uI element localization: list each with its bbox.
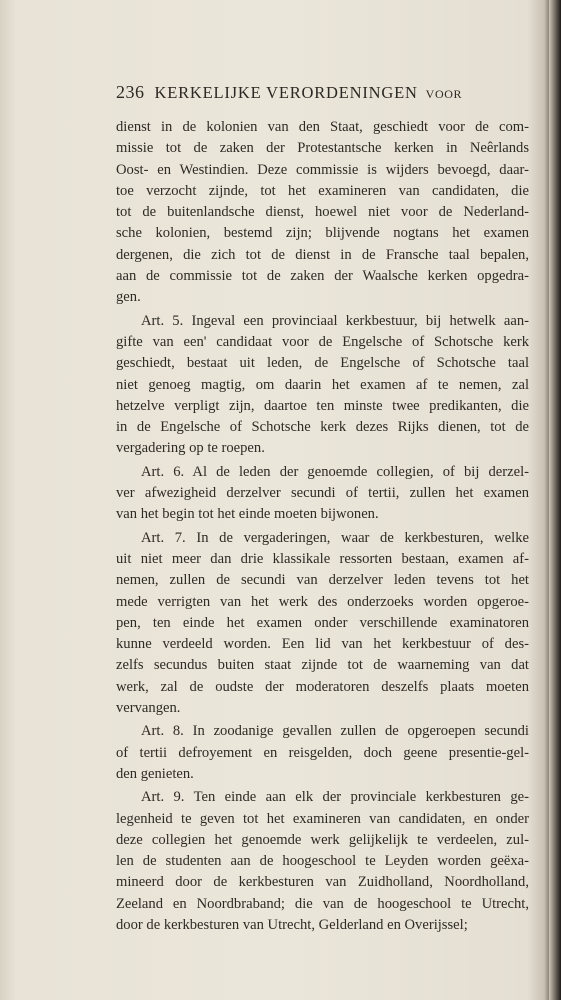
article-paragraph: [116, 311, 529, 460]
text-line: dienst in de kolonien van den Staat, geschiedt voor de com-: [116, 119, 529, 135]
paragraph-continued: [116, 117, 529, 309]
text-line: pen, ten einde het examen onder verschillende examinatoren: [116, 614, 529, 631]
text-line: dergenen, die zich tot de dienst in de Fransche taal bepalen,: [116, 246, 529, 263]
text-line: hetzelve verpligt zijn, daartoe ten minste twee predikanten, die: [116, 397, 529, 414]
text-line: deze collegien het genoemde werk gelijkelijk te verdeelen, zul-: [116, 831, 529, 848]
running-title-continuation: VOOR: [425, 87, 463, 101]
text-line: mede verrigten van het werk des onderzoeks worden opgeroe-: [116, 593, 529, 610]
article-paragraph: [116, 787, 529, 936]
text-line: legenheid te geven tot het examineren van candidaten, en onder: [116, 810, 529, 827]
text-line: Art. 6. Al de leden der genoemde collegien, of bij derzel-: [141, 463, 529, 480]
text-line: mineerd door de kerkbesturen van Zuidholland, Noordholland,: [116, 874, 529, 891]
page-edge-shadow: [549, 0, 561, 1000]
article-paragraph: [116, 528, 529, 720]
text-line: Art. 5. Ingeval een provinciaal kerkbestuur, bij hetwelk aan-: [141, 312, 529, 329]
text-line: door de kerkbesturen van Utrecht, Gelderland en Overijssel;: [116, 916, 468, 933]
text-line: geschiedt, bestaat uit leden, de Engelsche of Schotsche taal: [116, 355, 529, 372]
text-line: zelfs secundus buiten staat zijnde tot de waarneming van dat: [116, 657, 529, 674]
text-line: missie tot de zaken der Protestantsche kerken in Neêrlands: [116, 140, 529, 157]
text-line: niet genoeg magtig, om daarin het examen af te nemen, zal: [116, 376, 529, 393]
body-text: [116, 117, 529, 936]
page-number: 236: [116, 82, 145, 102]
text-line: Zeeland en Noordbraband; die van de hoogeschool te Utrecht,: [116, 895, 529, 912]
text-line: of tertii defroyement en reisgelden, doch geene presentie-gel-: [116, 744, 529, 761]
text-line: toe verzocht zijnde, tot het examineren van candidaten, die: [116, 182, 529, 199]
text-line: van het begin tot het einde moeten bijwonen.: [116, 506, 379, 523]
text-line: Oost- en Westindien. Deze commissie is wijders bevoegd, daar-: [116, 161, 529, 178]
text-line: len de studenten aan de hoogeschool te Leyden worden geëxa-: [116, 853, 529, 870]
text-line: nemen, zullen de secundi van derzelver leden tevens tot het: [116, 572, 529, 589]
text-line: Art. 9. Ten einde aan elk der provinciale kerkbesturen ge-: [141, 789, 529, 806]
text-line: vervangen.: [116, 700, 181, 717]
text-line: gen.: [116, 289, 141, 306]
text-line: Art. 8. In zoodanige gevallen zullen de opgeroepen secundi: [141, 723, 529, 740]
text-line: in de Engelsche of Schotsche kerk dezes Rijks dienen, tot de: [116, 419, 529, 436]
book-page: [20, 0, 545, 1000]
text-line: uit niet meer dan drie klassikale ressorten bestaan, examen af-: [116, 550, 529, 567]
text-line: Art. 7. In de vergaderingen, waar de kerkbesturen, welke: [141, 529, 529, 546]
article-paragraph: [116, 721, 529, 785]
text-line: vergadering op te roepen.: [116, 440, 265, 457]
text-line: den genieten.: [116, 765, 194, 782]
text-line: gifte van een' candidaat voor de Engelsche of Schotsche kerk: [116, 333, 529, 350]
text-line: werk, zal de oudste der moderatoren deszelfs plaats moeten: [116, 678, 529, 695]
article-paragraph: [116, 462, 529, 526]
running-header: [116, 82, 472, 106]
running-title: KERKELIJKE VERORDENINGEN: [154, 83, 418, 102]
text-line: ver afwezigheid derzelver secundi of tertii, zullen het examen: [116, 485, 529, 502]
text-line: tot de buitenlandsche dienst, hoewel niet voor de Nederland-: [116, 204, 529, 221]
text-line: kunne verdeeld worden. Een lid van het kerkbestuur of des-: [116, 636, 529, 653]
text-line: aan de commissie tot de zaken der Waalsche kerken opgedra-: [116, 268, 529, 285]
text-line: sche kolonien, bestemd zijn; blijvende nogtans het examen: [116, 225, 529, 242]
